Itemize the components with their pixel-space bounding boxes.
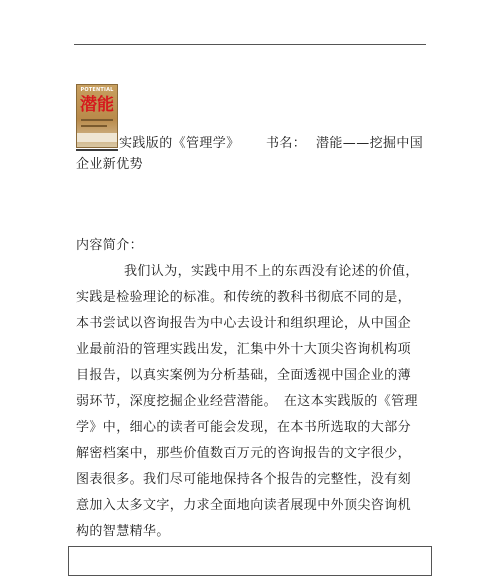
- intro-line: 图表很多。我们尽可能地保持各个报告的完整性，没有刻: [76, 472, 412, 487]
- book-cover-image: [76, 84, 118, 148]
- intro-line: 弱环节，深度挖掘企业经营潜能。 在这本实践版的《管理: [76, 394, 418, 409]
- cover-underline: [76, 149, 118, 151]
- intro-line: 学》中，细心的读者可能会发现，在本书所选取的大部分: [76, 420, 412, 435]
- header-lead: 实践版的《管理学》: [119, 136, 240, 151]
- top-rule: [74, 44, 426, 45]
- book-title-continued: 企业新优势: [76, 157, 144, 172]
- book-label: 书名：: [266, 136, 307, 151]
- cover-decoration: [81, 119, 113, 121]
- cover-top-text: POTENTIAL: [80, 87, 114, 93]
- cover-decoration: [81, 125, 107, 127]
- intro-line: 构的智慧精华。: [76, 524, 170, 539]
- bottom-frame: [68, 546, 432, 576]
- cover-band: [77, 133, 117, 142]
- intro-line: 意加入太多文字，力求全面地向读者展现中外顶尖咨询机: [76, 498, 412, 513]
- cover-title: 潜能: [80, 95, 114, 115]
- intro-heading: 内容简介：: [76, 238, 144, 253]
- intro-line: 解密档案中，那些价值数百万元的咨询报告的文字很少，: [76, 446, 412, 461]
- intro-line: 我们认为，实践中用不上的东西没有论述的价值，: [124, 264, 419, 279]
- intro-line: 目报告，以真实案例为分析基础，全面透视中国企业的薄: [76, 368, 412, 383]
- intro-line: 实践是检验理论的标准。和传统的教科书彻底不同的是，: [76, 290, 412, 305]
- book-title: 潜能——挖掘中国: [316, 136, 424, 151]
- intro-line: 本书尝试以咨询报告为中心去设计和组织理论，从中国企: [76, 316, 412, 331]
- intro-line: 业最前沿的管理实践出发，汇集中外十大顶尖咨询机构项: [76, 342, 412, 357]
